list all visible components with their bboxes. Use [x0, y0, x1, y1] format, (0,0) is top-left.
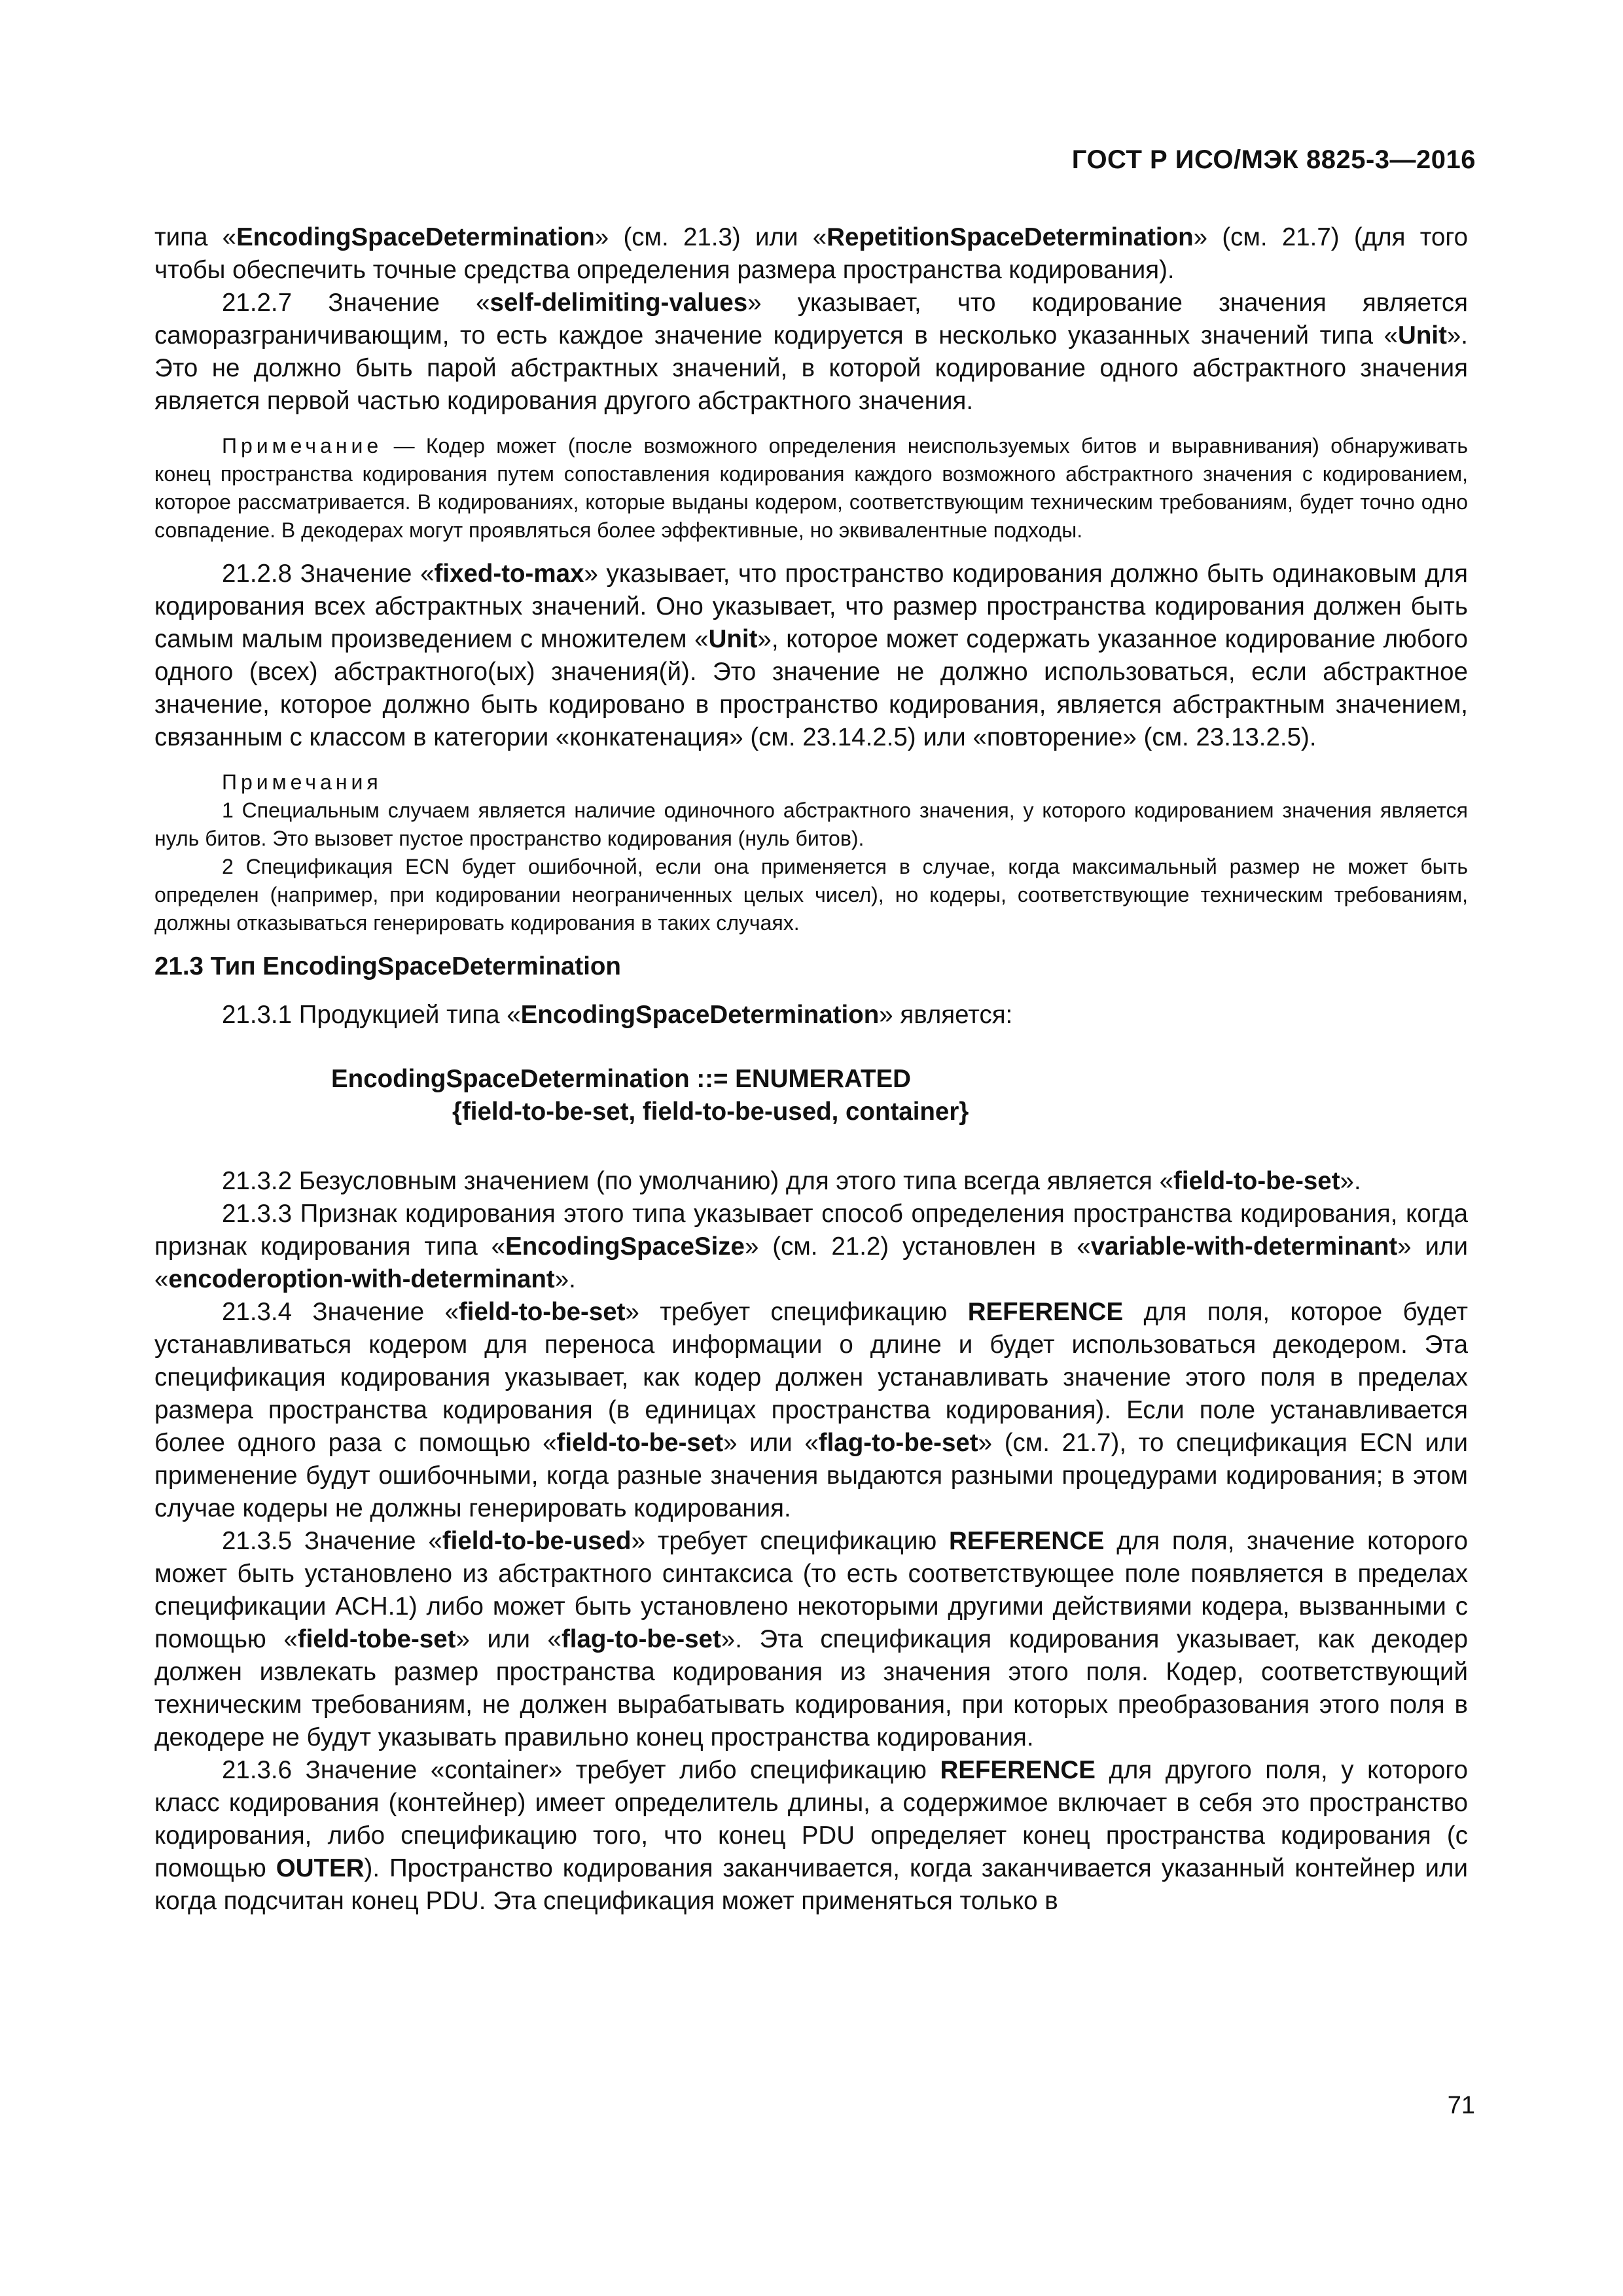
term: RepetitionSpaceDetermination — [827, 223, 1194, 251]
paragraph-21-3-1: 21.3.1 Продукцией типа «EncodingSpaceDetermination» является: — [222, 1001, 1013, 1029]
term: REFERENCE — [940, 1756, 1096, 1784]
term: Unit — [708, 625, 758, 653]
note-label: Примечание — [222, 434, 383, 457]
page-body — [154, 221, 1468, 1918]
section-heading: 21.3 Тип EncodingSpaceDetermination — [154, 952, 621, 980]
term: field-to-be-used — [442, 1527, 632, 1555]
code-block — [154, 1063, 1468, 1128]
term: fixed-to-max — [434, 560, 584, 588]
term: flag-to-be-set — [818, 1429, 978, 1457]
paragraph-21-3-5: 21.3.5 Значение «field-to-be-used» требует спецификацию REFERENCE для поля, значение которого может быть установлено из абстрактного синтаксиса (то есть соответствующее поле появляется в пределах спецификации АСН.1) либо может быть установлено некоторыми другими действиями кодера, вызванными с помощью «field-tobe-set» или «flag-to-be-set». Эта спецификация кодирования указывает, как декодер должен извлекать размер пространства кодирования из значения этого поля. Кодер, соответствующий техническим требованиям, не должен вырабатывать кодирования, при которых преобразования этого поля в декодере не будут указывать правильно конец пространства кодирования. — [154, 1527, 1469, 1751]
notes-block — [154, 768, 1468, 937]
page-number: 71 — [1447, 2092, 1475, 2119]
term: field-to-be-set — [1173, 1167, 1340, 1195]
note-item-1: 1 Специальным случаем является наличие одиночного абстрактного значения, у которого кодированием значения является нуль битов. Это вызовет пустое пространство кодирования (нуль битов). — [154, 798, 1468, 850]
term: EncodingSpaceDetermination — [236, 223, 595, 251]
term: EncodingSpaceDetermination — [520, 1001, 880, 1029]
term: Unit — [1398, 321, 1447, 350]
term: OUTER — [276, 1854, 365, 1882]
term: REFERENCE — [949, 1527, 1105, 1555]
term: flag-to-be-set — [561, 1625, 721, 1653]
note-text: Примечание — Кодер может (после возможного определения неиспользуемых битов и выравнивания) обнаруживать конец пространства кодирования путем сопоставления кодирования каждого возможного абстрактного значения с кодированием, которое рассматривается. В кодированиях, которые выданы кодером, соответствующим техническим требованиям, будет точно одно совпадение. В декодерах могут проявляться более эффективные, но эквивалентные подходы. — [154, 434, 1468, 542]
code-line: EncodingSpaceDetermination ::= ENUMERATED — [331, 1065, 911, 1093]
term: EncodingSpaceSize — [505, 1232, 745, 1261]
term: variable-with-determinant — [1090, 1232, 1398, 1261]
paragraph-21-3-2: 21.3.2 Безусловным значением (по умолчанию) для этого типа всегда является «field-to-be-set». — [222, 1167, 1361, 1195]
standard-header: ГОСТ Р ИСО/МЭК 8825-3—2016 — [1071, 145, 1476, 174]
paragraph-21-3-6: 21.3.6 Значение «container» требует либо спецификацию REFERENCE для другого поля, у которого класс кодирования (контейнер) имеет определитель длины, а содержимое включает в себя это пространство кодирования, либо спецификацию того, что конец PDU определяет конец пространства кодирования (с помощью OUTER). Пространство кодирования заканчивается, когда заканчивается указанный контейнер или когда подсчитан конец PDU. Эта спецификация может применяться только в — [154, 1756, 1469, 1915]
term: encoderoption-with-determinant — [168, 1265, 555, 1293]
term: field-to-be-set — [458, 1298, 626, 1326]
paragraph-continuation: типа «EncodingSpaceDetermination» (см. 21.3) или «RepetitionSpaceDetermination» (см. 21.7) (для того чтобы обеспечить точные средства определения размера пространства кодирования). — [154, 223, 1468, 284]
paragraph-21-2-7: 21.2.7 Значение «self-delimiting-values» указывает, что кодирование значения является саморазграничивающим, то есть каждое значение кодируется в несколько указанных значений типа «Unit». Это не должно быть парой абстрактных значений, в которой кодирование одного абстрактного значения является первой частью кодирования другого абстрактного значения. — [154, 289, 1469, 415]
note-block — [154, 432, 1468, 545]
paragraph-21-3-3: 21.3.3 Признак кодирования этого типа указывает способ определения пространства кодирования, когда признак кодирования типа «EncodingSpaceSize» (см. 21.2) установлен в «variable-with-determinant» или «encoderoption-with-determinant». — [154, 1200, 1468, 1293]
term: self-delimiting-values — [490, 289, 748, 317]
note-item-2: 2 Спецификация ECN будет ошибочной, если она применяется в случае, когда максимальный размер не может быть определен (например, при кодировании неограниченных целых чисел), но кодеры, соответствующие техническим требованиям, должны отказываться генерировать кодирования в таких случаях. — [154, 855, 1468, 935]
term: field-to-be-set — [556, 1429, 724, 1457]
term: field-tobe-set — [297, 1625, 456, 1653]
paragraph-21-2-8: 21.2.8 Значение «fixed-to-max» указывает, что пространство кодирования должно быть одинаковым для кодирования всех абстрактных значений. Оно указывает, что размер пространства кодирования должен быть самым малым произведением с множителем «Unit», которое может содержать указанное кодирование любого одного (всех) абстрактного(ых) значения(й). Это значение не должно использоваться, если абстрактное значение, которое должно быть кодировано в пространство кодирования, является абстрактным значением, связанным с классом в категории «конкатенация» (см. 23.14.2.5) или «повторение» (см. 23.13.2.5). — [154, 560, 1468, 751]
paragraph-21-3-4: 21.3.4 Значение «field-to-be-set» требует спецификацию REFERENCE для поля, которое будет устанавливаться кодером для переноса информации о длине и будет использоваться декодером. Эта спецификация кодирования указывает, как кодер должен устанавливать значение этого поля в пределах размера пространства кодирования (в единицах пространства кодирования). Если поле устанавливается более одного раза с помощью «field-to-be-set» или «flag-to-be-set» (см. 21.7), то спецификация ECN или применение будут ошибочными, когда разные значения выдаются разными процедурами кодирования; в этом случае кодеры не должны генерировать кодирования. — [154, 1298, 1468, 1522]
term: REFERENCE — [967, 1298, 1124, 1326]
notes-label: Примечания — [222, 770, 382, 794]
code-line: {field-to-be-set, field-to-be-used, container} — [452, 1098, 969, 1126]
